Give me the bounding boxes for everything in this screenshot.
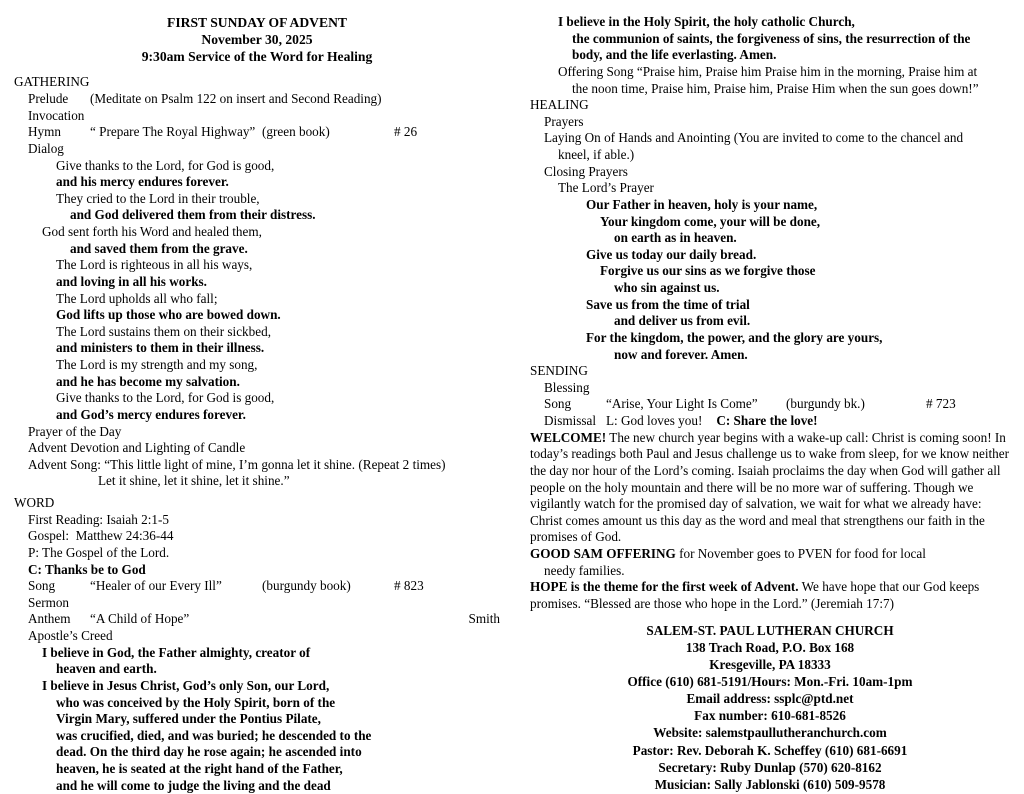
sending-song-label: Song bbox=[544, 396, 572, 412]
text-line: and he has become my salvation. bbox=[56, 373, 240, 389]
text-line: heaven, he is seated at the right hand of the Father, bbox=[56, 761, 343, 776]
prelude-row bbox=[28, 91, 500, 108]
text-line: and he will come to judge the living and the dead bbox=[56, 777, 331, 793]
text-line: Give thanks to the Lord, for God is good, bbox=[56, 157, 275, 173]
text-line: on earth as in heaven. bbox=[614, 230, 737, 246]
anthem-label: Anthem bbox=[28, 611, 71, 627]
church-address-line-1: 138 Trach Road, P.O. Box 168 bbox=[685, 639, 855, 655]
church-fax: Fax number: 610-681-8526 bbox=[694, 708, 846, 724]
text-line: was crucified, died, and was buried; he descended to the bbox=[56, 727, 372, 743]
page-title: FIRST SUNDAY OF ADVENT bbox=[167, 15, 347, 30]
anthem-row bbox=[28, 611, 500, 628]
good-sam-label: GOOD SAM OFFERING bbox=[530, 546, 676, 561]
good-sam-notice bbox=[530, 546, 1010, 563]
sending-song-title: “Arise, Your Light Is Come” bbox=[606, 396, 758, 412]
sending-song-book: (burgundy bk.) bbox=[786, 396, 865, 412]
gospel-reading: Gospel: Matthew 24:36-44 bbox=[28, 528, 174, 544]
sending-song-number: # 723 bbox=[926, 396, 956, 412]
word-song-label: Song bbox=[28, 578, 56, 594]
good-sam-text-2: needy families. bbox=[544, 562, 625, 578]
section-heading-word: WORD bbox=[14, 495, 55, 510]
section-heading-healing: HEALING bbox=[530, 97, 589, 113]
first-reading: First Reading: Isaiah 2:1-5 bbox=[28, 511, 170, 527]
advent-devotion: Advent Devotion and Lighting of Candle bbox=[28, 440, 246, 456]
section-heading-gathering: GATHERING bbox=[14, 74, 90, 90]
hymn-title: “ Prepare The Royal Highway” bbox=[90, 124, 256, 140]
text-line: and deliver us from evil. bbox=[614, 313, 751, 329]
apostles-creed-label: Apostle’s Creed bbox=[28, 628, 113, 643]
laying-on-hands-line-2: kneel, if able.) bbox=[558, 147, 635, 162]
right-column bbox=[512, 14, 1024, 791]
text-line: Give thanks to the Lord, for God is good, bbox=[56, 390, 275, 406]
text-line: God sent forth his Word and healed them, bbox=[42, 224, 262, 239]
church-address-line-2: Kresgeville, PA 18333 bbox=[709, 656, 831, 672]
text-line: The Lord sustains them on their sickbed, bbox=[56, 323, 271, 339]
church-pastor: Pastor: Rev. Deborah K. Scheffey (610) 681-6691 bbox=[632, 742, 908, 758]
church-office-hours: Office (610) 681-5191/Hours: Mon.-Fri. 10am-1pm bbox=[627, 673, 913, 689]
dismissal-congregation: C: Share the love! bbox=[716, 413, 818, 428]
text-line: who was conceived by the Holy Spirit, born of the bbox=[56, 694, 336, 710]
closing-prayers: Closing Prayers bbox=[544, 163, 628, 179]
text-line: Forgive us our sins as we forgive those bbox=[600, 263, 816, 279]
welcome-text: The new church year begins with a wake-up call: Christ is coming soon! In today’s readings both Paul and Jesus challenge us to wake from sleep, for we know neither the day nor hour of the Lord’s coming. Isaiah proclaims the day when God will gather all people on the holy mountain and there will be no more war of suffering. Though we vigilantly watch for the promised day of salvation, we wait for what we already have: Christ comes amount us this day as the word and meal that strengthens our faith in the promises of God. bbox=[530, 429, 1010, 545]
text-line: and God’s mercy endures forever. bbox=[56, 406, 246, 422]
text-line: God lifts up those who are bowed down. bbox=[56, 307, 281, 323]
congregation-line: C: Thanks be to God bbox=[28, 561, 146, 577]
text-line: I believe in the Holy Spirit, the holy catholic Church, bbox=[558, 14, 855, 29]
text-line: The Lord is righteous in all his ways, bbox=[56, 257, 253, 273]
welcome-label: WELCOME! bbox=[530, 429, 607, 445]
church-contact-block bbox=[530, 622, 1010, 794]
blessing-label: Blessing bbox=[544, 379, 590, 395]
anthem-composer: Smith bbox=[468, 611, 500, 627]
laying-on-hands-line-1: Laying On of Hands and Anointing (You are invited to come to the chancel and bbox=[544, 130, 964, 146]
dismissal-leader: L: God loves you! bbox=[606, 413, 703, 428]
word-song-row bbox=[28, 578, 500, 595]
creed-lines bbox=[14, 645, 500, 794]
text-line: Give us today our daily bread. bbox=[586, 246, 757, 262]
text-line: They cried to the Lord in their trouble, bbox=[56, 190, 260, 206]
creed-continued-lines bbox=[530, 14, 1010, 64]
text-line: Your kingdom come, your will be done, bbox=[600, 213, 821, 229]
church-name: SALEM-ST. PAUL LUTHERAN CHURCH bbox=[646, 622, 894, 638]
lords-prayer-label: The Lord’s Prayer bbox=[558, 180, 654, 196]
good-sam-text: for November goes to PVEN for food for local bbox=[675, 546, 926, 561]
text-line: and loving in all his works. bbox=[56, 273, 207, 289]
hope-notice bbox=[530, 579, 1010, 612]
text-line: and God delivered them from their distress. bbox=[70, 207, 316, 223]
dialog-lines bbox=[14, 158, 500, 424]
text-line: the communion of saints, the forgiveness of sins, the resurrection of the bbox=[572, 30, 971, 46]
text-line: The Lord upholds all who fall; bbox=[56, 290, 218, 306]
text-line: and his mercy endures forever. bbox=[56, 174, 229, 190]
text-line: who sin against us. bbox=[614, 280, 720, 295]
dismissal-label: Dismissal bbox=[544, 413, 597, 428]
hymn-book: (green book) bbox=[262, 124, 330, 140]
text-line: and ministers to them in their illness. bbox=[56, 340, 265, 356]
section-heading-sending: SENDING bbox=[530, 363, 588, 379]
presiding-line: P: The Gospel of the Lord. bbox=[28, 544, 170, 560]
offering-song-line-1: Offering Song “Praise him, Praise him Praise him in the morning, Praise him at bbox=[558, 63, 978, 79]
text-line: now and forever. Amen. bbox=[614, 346, 748, 362]
sending-song-row bbox=[544, 396, 1010, 413]
advent-song-line-2: Let it shine, let it shine, let it shine.” bbox=[98, 473, 290, 489]
advent-song-line-1: Advent Song: “This little light of mine, I’m gonna let it shine. (Repeat 2 times) bbox=[28, 456, 446, 472]
text-line: Our Father in heaven, holy is your name, bbox=[586, 196, 818, 212]
word-song-title: “Healer of our Every Ill” bbox=[90, 578, 222, 594]
church-website: Website: salemstpaullutheranchurch.com bbox=[653, 725, 887, 741]
offering-song-line-2: the noon time, Praise him, Praise him, Praise Him when the sun goes down!” bbox=[572, 80, 979, 96]
prelude-label: Prelude bbox=[28, 91, 69, 106]
invocation-label: Invocation bbox=[28, 107, 85, 123]
text-line: Save us from the time of trial bbox=[586, 296, 750, 312]
healing-prayers: Prayers bbox=[544, 113, 584, 129]
text-line: The Lord is my strength and my song, bbox=[56, 357, 258, 372]
hymn-row bbox=[28, 124, 500, 141]
dismissal-row bbox=[544, 413, 1010, 430]
text-line: and saved them from the grave. bbox=[70, 240, 248, 256]
service-date: November 30, 2025 bbox=[201, 32, 313, 48]
left-column bbox=[0, 14, 512, 791]
hymn-number: # 26 bbox=[394, 124, 418, 140]
word-song-number: # 823 bbox=[394, 578, 424, 594]
church-email: Email address: ssplc@ptd.net bbox=[686, 691, 854, 707]
text-line: For the kingdom, the power, and the glory are yours, bbox=[586, 329, 883, 345]
church-secretary: Secretary: Ruby Dunlap (570) 620-8162 bbox=[658, 759, 882, 775]
church-musician: Musician: Sally Jablonski (610) 509-9578 bbox=[654, 776, 886, 792]
prelude-note: (Meditate on Psalm 122 on insert and Second Reading) bbox=[90, 91, 382, 106]
hope-label: HOPE is the theme for the first week of Advent. bbox=[530, 579, 799, 595]
text-line: heaven and earth. bbox=[56, 661, 157, 677]
text-line: I believe in Jesus Christ, God’s only Son, our Lord, bbox=[42, 677, 330, 693]
text-line: I believe in God, the Father almighty, creator of bbox=[42, 644, 311, 660]
text-line: dead. On the third day he rose again; he ascended into bbox=[56, 744, 362, 760]
welcome-notice bbox=[530, 430, 1010, 546]
hope-text: We have hope that our God keeps promises. “Blessed are those who hope in the Lord.” (Jeremiah 17:7) bbox=[530, 579, 980, 611]
text-line: body, and the life everlasting. Amen. bbox=[572, 47, 777, 63]
sermon-label: Sermon bbox=[28, 594, 70, 610]
prayer-of-the-day: Prayer of the Day bbox=[28, 423, 122, 439]
lords-prayer-lines bbox=[530, 197, 1010, 363]
anthem-title: “A Child of Hope” bbox=[90, 611, 190, 627]
text-line: Virgin Mary, suffered under the Pontius Pilate, bbox=[56, 711, 321, 727]
word-song-book: (burgundy book) bbox=[262, 578, 351, 594]
hymn-label: Hymn bbox=[28, 124, 61, 140]
service-name: 9:30am Service of the Word for Healing bbox=[141, 49, 373, 65]
dialog-label: Dialog bbox=[28, 140, 64, 156]
